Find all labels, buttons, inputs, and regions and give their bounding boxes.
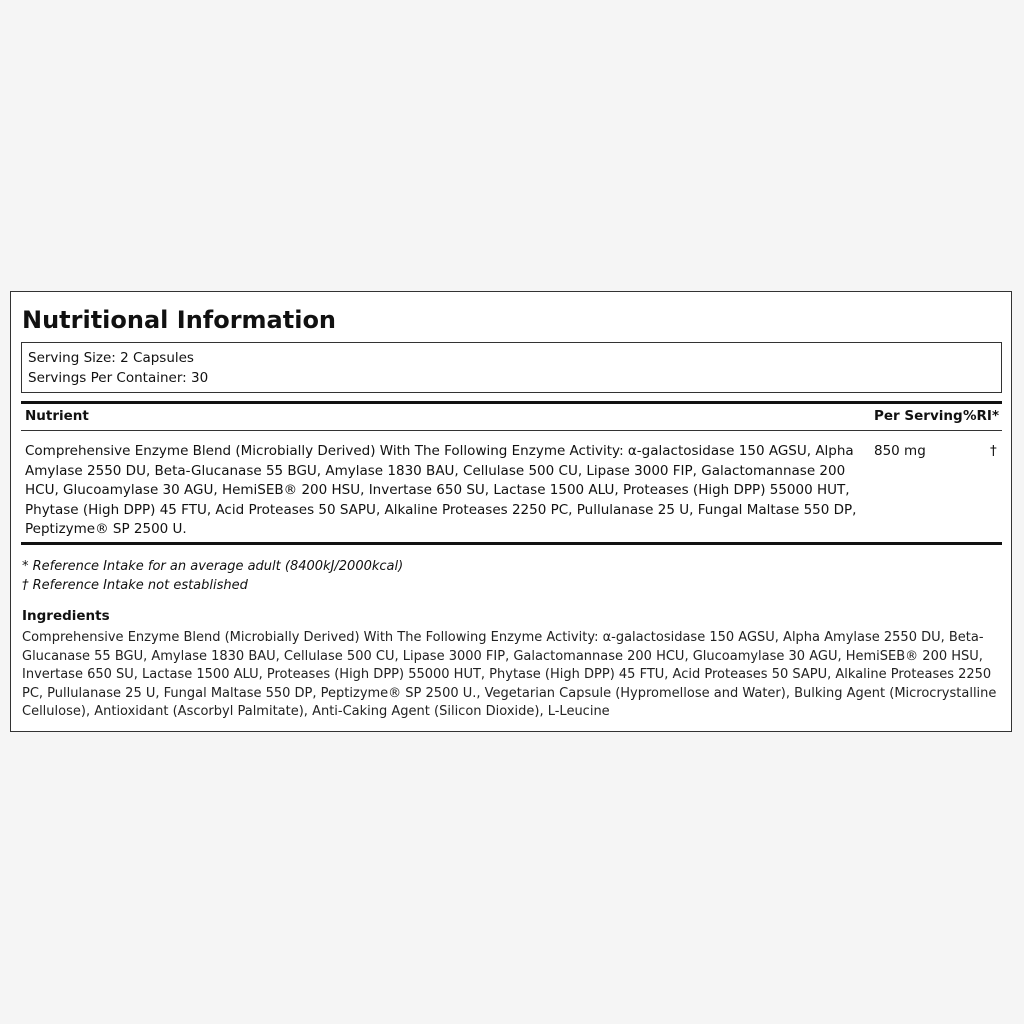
- servings-per-container: Servings Per Container: 30: [28, 369, 209, 386]
- header-nutrient: Nutrient: [25, 408, 89, 424]
- footnote-not-established: † Reference Intake not established: [22, 578, 248, 593]
- nutrition-panel: [10, 291, 1012, 732]
- nutrient-name: Comprehensive Enzyme Blend (Microbially Derived) With The Following Enzyme Activity: α-galactosidase 150 AGSU, Alpha Amylase 2550 DU, Beta-Glucanase 55 BGU, Amylase 1830 BAU, Cellulase 500 CU, Lipase 3000 FIP, Galactomannase 200 HCU, Glucoamylase 30 AGU, HemiSEB® 200 HSU, Invertase 650 SU, Lactase 1500 ALU, Proteases (High DPP) 55000 HUT, Phytase (High DPP) 45 FTU, Acid Proteases 50 SAPU, Alkaline Proteases 2250 PC, Pullulanase 25 U, Fungal Maltase 550 DP, Peptizyme® SP 2500 U.: [25, 443, 857, 537]
- footnotes: [22, 557, 403, 595]
- nutrition-title: Nutritional Information: [22, 306, 337, 334]
- serving-size: Serving Size: 2 Capsules: [28, 350, 194, 366]
- header-divider: [21, 430, 1002, 431]
- header-ri: %RI*: [963, 408, 1000, 424]
- serving-info-box: [21, 342, 1002, 393]
- nutrient-ri: †: [990, 443, 997, 459]
- table-bottom-rule: [21, 542, 1002, 545]
- nutrient-amount: 850 mg: [874, 443, 926, 459]
- footnote-reference-intake: * Reference Intake for an average adult (8400kJ/2000kcal): [22, 559, 404, 574]
- ingredients-heading: Ingredients: [22, 608, 110, 624]
- header-per-serving: Per Serving: [874, 408, 963, 424]
- table-top-rule: [21, 401, 1002, 404]
- ingredients-text: Comprehensive Enzyme Blend (Microbially Derived) With The Following Enzyme Activity: α-galactosidase 150 AGSU, Alpha Amylase 2550 DU, Beta-Glucanase 55 BGU, Amylase 1830 BAU, Cellulase 500 CU, Lipase 3000 FIP, Galactomannase 200 HCU, Glucoamylase 30 AGU, HemiSEB® 200 HSU, Invertase 650 SU, Lactase 1500 ALU, Proteases (High DPP) 55000 HUT, Phytase (High DPP) 45 FTU, Acid Proteases 50 SAPU, Alkaline Proteases 2250 PC, Pullulanase 25 U, Fungal Maltase 550 DP, Peptizyme® SP 2500 U., Vegetarian Capsule (Hypromellose and Water), Bulking Agent (Microcrystalline Cellulose), Antioxidant (Ascorbyl Palmitate), Anti-Caking Agent (Silicon Dioxide), L-Leucine: [22, 630, 997, 719]
